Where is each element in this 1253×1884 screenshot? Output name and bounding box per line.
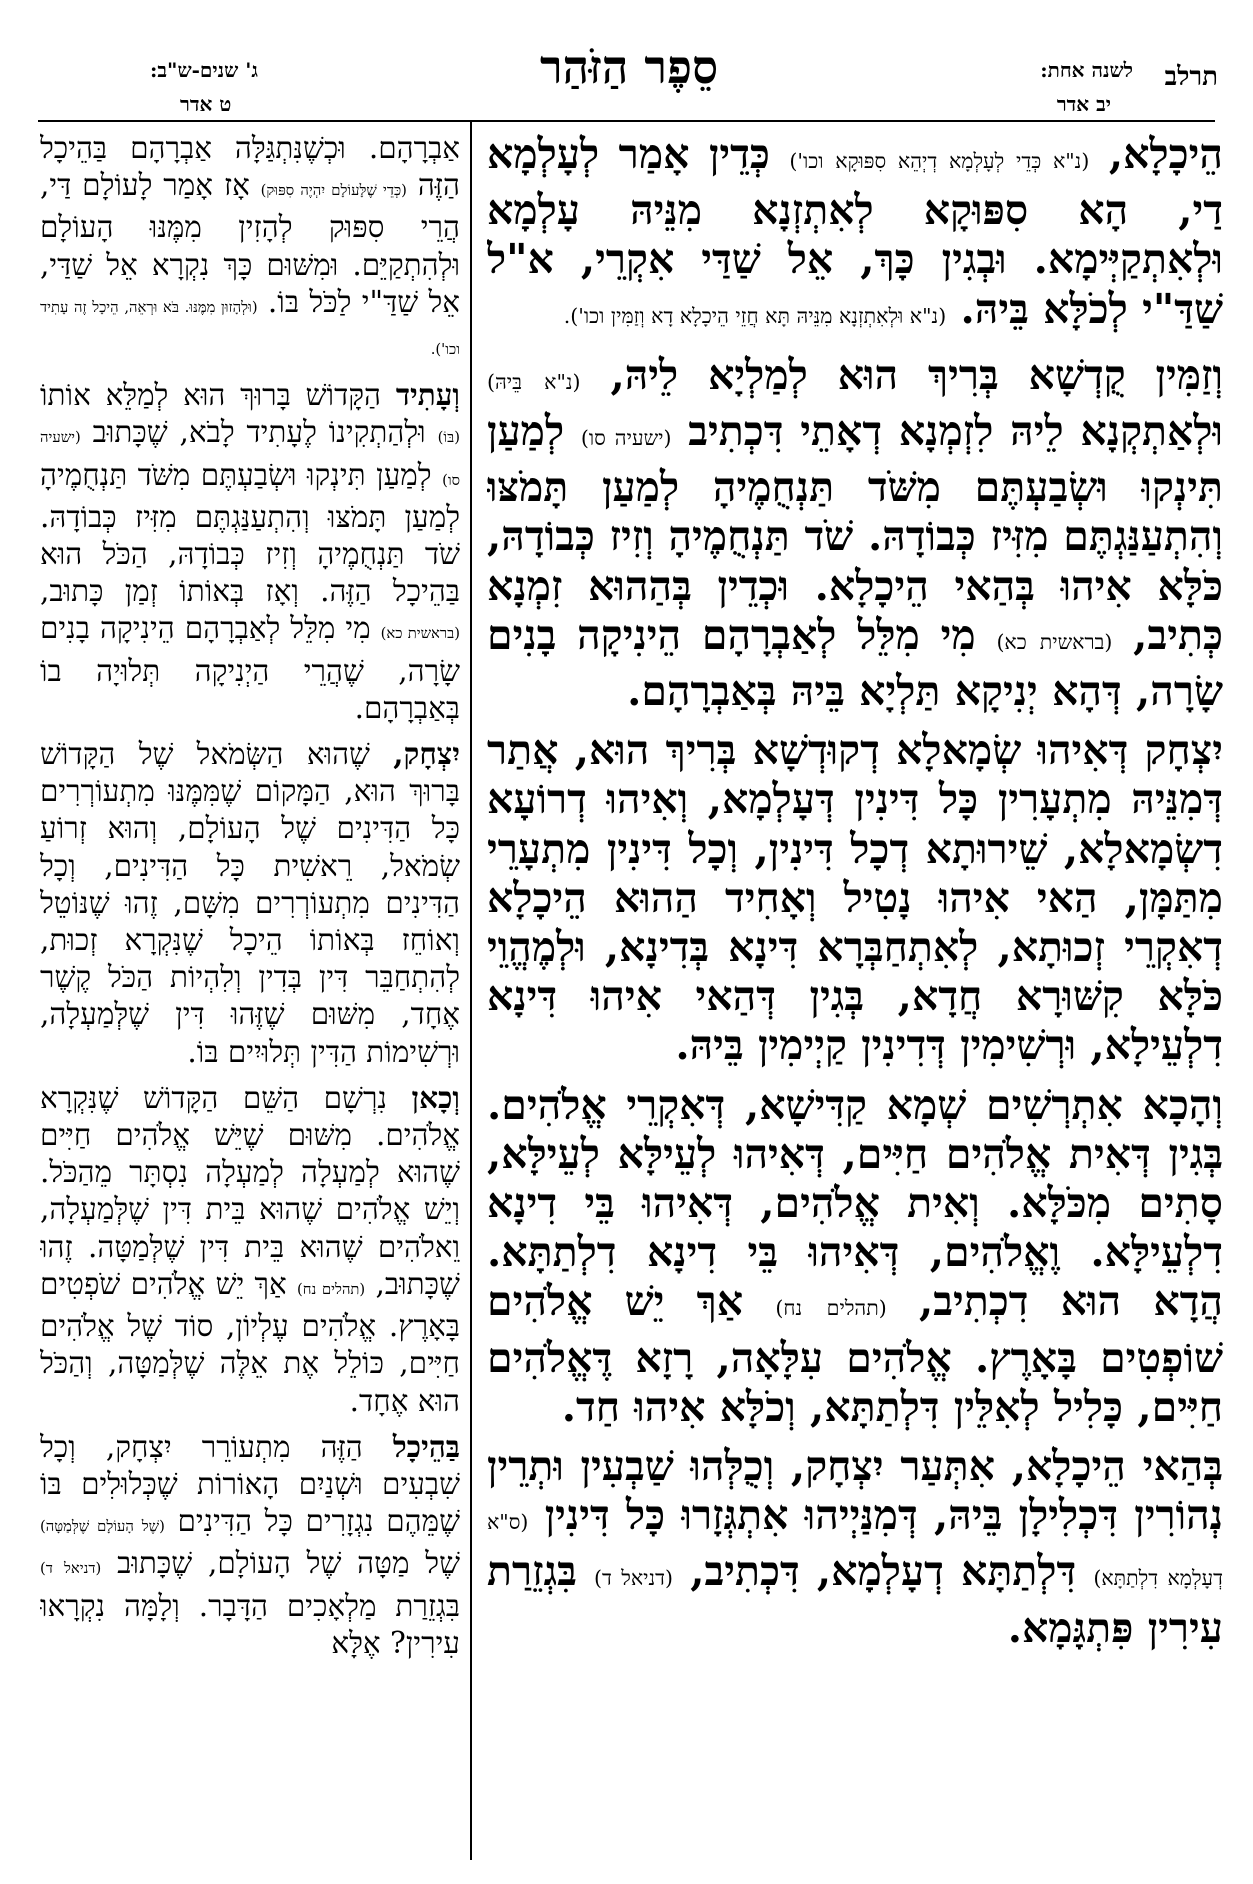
paragraph-text: מִי מִלֵּל לְאַבְרָהָם הֵינִיקָה בָנִים שָׂרָה, שֶׁהֲרֵי הַיְנִיקָה תְּלוּיָה בוֹ בְּאַבְרָהָם. xyxy=(40,611,460,725)
variant-note: (בּוֹ) xyxy=(437,429,460,447)
variant-note: (וּלְהָזוּן מִמֶּנּוּ. בֹּא וּרְאֵה, הֵיכָל זֶה עָתִיד וכו'). xyxy=(40,298,460,359)
main-paragraph-4 xyxy=(487,1081,1223,1432)
page-number: תרלב xyxy=(1164,62,1218,92)
page-header xyxy=(0,0,1253,116)
verse-reference: (דניאל ד) xyxy=(40,1560,102,1578)
paragraph-text: לְמַעַן תִּינְקוּ וּשְׂבַעְתֶּם מִשֹּׁד תַּנְחֻמֶיהָ לְמַעַן תָּמֹצּוּ וְהִתְעַנַּגְתֶּם מִזִּיז כְּבוֹדָהּ. שֹׁד תַּנְחֻמֶיהָ וְזִיז כְּבוֹדָהּ, הַכֹּל הוּא בַּהֵיכָל הַזֶּה. וְאָז בְּאוֹתוֹ זְמַן כָּתוּב, xyxy=(40,457,460,609)
paragraph-text: הֵיכָלָא, אִתְּעַר יִצְחָק, וְכֻלְּהוּ שַׁבְעִין וּתְרֵין נְהוֹרִין דִּכְלִילָן בֵּיהּ, דְּמִנַּיְיהוּ אִתְגְּזָרוּ כָּל דִּינִין xyxy=(487,1442,1223,1540)
side-paragraph-3 xyxy=(40,735,460,1071)
verse-reference: (ישעיה סו) xyxy=(580,426,672,451)
hebrew-translation-column xyxy=(40,130,460,1870)
paragraph-text: הַזֶּה מִתְעוֹרֵר יִצְחָק, וְכָל שִׁבְעִים וּשְׁנַיִם הָאוֹרוֹת שֶׁכְּלוּלִים בּוֹ שֶׁמֵּהֶם נִגְזָרִים כָּל הַדִּינִים xyxy=(40,1429,460,1539)
paragraph-text: וּלְאַתְקְנָא לֵיהּ לִזְמְנָא דְאָתֵי דִּכְתִיב xyxy=(688,407,1223,456)
variant-note: (נ"א בֵּיהּ) xyxy=(487,369,581,394)
main-paragraph-3 xyxy=(487,726,1223,1070)
side-paragraph-2 xyxy=(40,376,460,727)
paragraph-opening-word: וְהָכָא xyxy=(1142,1080,1223,1129)
paragraph-text: אִתְרְשִׁים שְׁמָא קַדִּישָׁא, דְּאִקְרֵי אֱלֹהִים. בְּגִין דְּאִית אֱלֹהִים חַיִּים, דְּאִיהוּ לְעֵילָּא לְעֵילָּא, סָתִים מִכֹּלָּא. וְאִית אֱלֹהִים, דְּאִיהוּ בֵּי דִינָא דִלְעֵילָּא. וֶאֱלֹהִים, דְּאִיהוּ בֵּי דִינָא דִלְתַתָּא. הֲדָא הוּא דִכְתִיב, xyxy=(487,1080,1223,1326)
paragraph-opening-word: יִצְחָק xyxy=(1144,726,1223,775)
side-paragraph-1 xyxy=(40,130,460,368)
paragraph-text: מִי מִלֵּל לְאַבְרָהָם הֵינִיקָה בָנִים שָׂרָה, דְּהָא יְנִיקָא תַּלְיָא בֵּיהּ בְּאַבְרָהָם. xyxy=(487,610,1223,716)
side-paragraph-4 xyxy=(40,1079,460,1420)
paragraph-opening-word: יִצְחָק, xyxy=(393,736,460,772)
paragraph-text: לְמַעַן תִּינְקוּ וּשְׂבַעְתֶּם מִשֹּׁד תַּנְחֻמֶיהָ לְמַעַן תָּמֹצּוּ וְהִתְעַנַּגְתֶּם מִזִּיז כְּבוֹדָהּ. שֹׁד תַּנְחֻמֶיהָ וְזִיז כְּבוֹדָהּ, כֹּלָּא אִיהוּ בְּהַאי הֵיכָלָא. וּכְדֵין בְּהַהוּא זִמְנָא כְּתִיב, xyxy=(487,407,1223,659)
reading-date-three-years: ט אדר xyxy=(180,92,232,116)
verse-reference: (תהלים נח) xyxy=(297,1280,366,1298)
verse-reference: (ישעיה סו) xyxy=(40,429,460,489)
paragraph-text: וּלְהַתְקִינוֹ לֶעָתִיד לָבֹא, שֶׁכָּתוּב xyxy=(92,415,426,450)
column-divider xyxy=(470,120,472,1860)
paragraph-opening-word: הֵיכָלָא, xyxy=(1108,130,1223,178)
paragraph-opening-word: וְזַמִּין xyxy=(1155,350,1223,399)
paragraph-text: אָז אָמַר לָעוֹלָם דַּי, הֲרֵי סִפּוּק לְהָזִין מִמֶּנּוּ הָעוֹלָם וּלְהִתְקַיֵּם. וּמִשּׁוּם כָּךְ נִקְרָא אֵל שַׁדַּי, אֵל שַׁדַּ"י לַכֹּל בּוֹ. xyxy=(40,168,460,319)
variant-note: (נ"א וּלְאִתְזְנָא מִנֵּיהּ תָּא חֲזֵי הֵיכָלָא דָא וְזַמִּין וכו'). xyxy=(563,303,947,328)
reading-date-one-year: יב אדר xyxy=(1056,92,1111,116)
paragraph-opening-word: וְעָתִיד xyxy=(395,377,460,413)
paragraph-text: שֶׁל מַטָּה שֶׁל הָעוֹלָם, שֶׁכָּתוּב xyxy=(117,1546,460,1581)
variant-note: (נ"א כְּדֵי לְעָלְמָא דְיְהֵא סִפּוּקָא וכו') xyxy=(789,149,1090,173)
verse-reference: (בראשית כא) xyxy=(380,625,460,643)
reading-schedule-one-year: לשנה אחת: xyxy=(1040,58,1133,82)
paragraph-text: כְּדֵין אָמַר לְעָלְמָא דַי, הָא סִפּוּקָא לְאִתְזְנָא מִנֵּיהּ עָלְמָא וּלְאִתְקַיְּימָא. וּבְגִין כָּךְ, אֵל שַׁדַּי אִקְרֵי, א"ל שַׁדַּ"י לְכֹלָּא בֵּיהּ. xyxy=(487,130,1223,333)
paragraph-text: הַקָּדוֹשׁ בָּרוּךְ הוּא לְמַלֵּא אוֹתוֹ xyxy=(40,378,382,413)
verse-reference: (בראשית כא) xyxy=(996,629,1113,654)
main-paragraph-1 xyxy=(487,130,1223,341)
header-rule xyxy=(38,120,1215,122)
paragraph-text: אַךְ יֵשׁ אֱלֹהִים שׁוֹפְטִים בָּאָרֶץ. אֱלֹהִים עִלָּאָה, רָזָא דֶּאֱלֹהִים חַיִּים, כָּלִיל לְאִלֵּין דִּלְתַתָּא, וְכֹלָּא אִיהוּ חַד. xyxy=(487,1277,1223,1431)
verse-reference: (דניאל ד) xyxy=(594,1566,674,1591)
variant-note: (ס"א דְעָלְמָא דִלְתַתָּא) xyxy=(487,1510,1223,1591)
paragraph-text: קֻדְשָׁא בְּרִיךְ הוּא לְמַלְיָא לֵיהּ, xyxy=(610,350,1126,399)
paragraph-text: דְּאִיהוּ שְׂמָאלָא דְקוּדְשָׁא בְּרִיךְ הוּא, אֲתַר דְּמִנֵּיהּ מִתְעָרִין כָּל דִּינִין דְּעָלְמָא, וְאִיהוּ דְרוֹעָא דִשְׂמָאלָא, שֵׁירוּתָא דְכָל דִּינִין, וְכָל דִּינִין מִתְעָרֵי מִתַּמָּן, הַאי אִיהוּ נָטִיל וְאָחִיד הַהוּא הֵיכָלָא דְאִקְרֵי זְכוּתָא, לְאִתְחַבְּרָא דִּינָא בְּדִינָא, וּלְמֶהֱוֵי כֹּלָּא קִשּׁוּרָא חֲדָא, בְּגִין דְּהַאי אִיהוּ דִּינָא דִלְעֵילָא, וּרְשִׁימִין דְּדִינִין קַיְימִין בֵּיהּ. xyxy=(487,726,1223,1070)
side-paragraph-5 xyxy=(40,1428,460,1662)
paragraph-opening-word: בְּהַאי xyxy=(1142,1442,1223,1491)
paragraph-text: בִּגְזֵרַת עִירִין פִּתְגָּמָא. xyxy=(487,1547,1223,1652)
paragraph-text: שֶׁהוּא הַשְּׂמֹאל שֶׁל הַקָּדוֹשׁ בָּרוּךְ הוּא, הַמָּקוֹם שֶׁמִּמֶּנּוּ מִתְעוֹרְרִים כָּל הַדִּינִים שֶׁל הָעוֹלָם, וְהוּא זְרוֹעַ שְׂמֹאל, רֵאשִׁית כָּל הַדִּינִים, וְכָל הַדִּינִים מִתְעוֹרְרִים מִשָּׁם, זֶהוּ שֶׁנּוֹטֵל וְאוֹחֵז בְּאוֹתוֹ הֵיכָל שֶׁנִּקְרָא זְכוּת, לְהִתְחַבֵּר דִּין בְּדִין וְלִהְיוֹת הַכֹּל קֶשֶׁר אֶחָד, מִשּׁוּם שֶׁזֶּהוּ דִּין שֶׁלְּמַעְלָה, וּרְשִׁימוֹת הַדִּין תְּלוּיִים בּוֹ. xyxy=(40,737,460,1069)
paragraph-text: אַבְרָהָם. וּכְשֶׁנִּתְגַּלָּה אַבְרָהָם בַּהֵיכָל הַזֶּה xyxy=(40,131,460,203)
variant-note: (כְּדֵי שֶׁלָּעוֹלָם יִהְיֶה סִפּוּק) xyxy=(260,182,407,200)
paragraph-text: דִּלְתַתָּא דְעָלְמָא, דִּכְתִיב, xyxy=(690,1547,1077,1596)
variant-note: (שֶׁל הָעוֹלָם שֶׁלְּמַטָּה) xyxy=(40,1518,165,1536)
reading-schedule-three-years: ג' שנים-ש"ב: xyxy=(150,58,258,82)
main-paragraph-2 xyxy=(487,351,1223,716)
paragraph-opening-word: בַּהֵיכָל xyxy=(392,1428,460,1464)
main-paragraph-5 xyxy=(487,1442,1223,1653)
paragraph-text: אַךְ יֵשׁ אֱלֹהִים שֹׁפְטִים בָּאָרֶץ. אֱלֹהִים עֶלְיוֹן, סוֹד שֶׁל אֱלֹהִים חַיִּים, כּוֹלֵל אֶת אֵלֶּה שֶׁלְּמַטָּה, וְהַכֹּל הוּא אֶחָד. xyxy=(40,1266,460,1418)
aramaic-column xyxy=(487,130,1223,1870)
verse-reference: (תהלים נח) xyxy=(775,1296,887,1321)
paragraph-text: נִרְשָׁם הַשֵּׁם הַקָּדוֹשׁ שֶׁנִּקְרָא אֱלֹהִים. מִשּׁוּם שֶׁיֵּשׁ אֱלֹהִים חַיִּים שֶׁהוּא לְמַעְלָה לְמַעְלָה נִסְתָּר מֵהַכֹּל. וְיֵשׁ אֱלֹהִים שֶׁהוּא בֵּית דִּין שֶׁלְּמַעְלָה, וֵאלֹהִים שֶׁהוּא בֵּית דִּין שֶׁלְּמַטָּה. זֶהוּ שֶׁכָּתוּב, xyxy=(40,1080,460,1301)
paragraph-text: בִּגְזֵרַת מַלְאָכִים הַדָּבָר. וְלָמָּה נִקְרָאוּ עִירִין? אֶלָּא xyxy=(40,1588,460,1660)
book-title: סֵפֶר הַזֹּהַר xyxy=(540,40,719,94)
paragraph-opening-word: וְכָאן xyxy=(411,1079,460,1115)
